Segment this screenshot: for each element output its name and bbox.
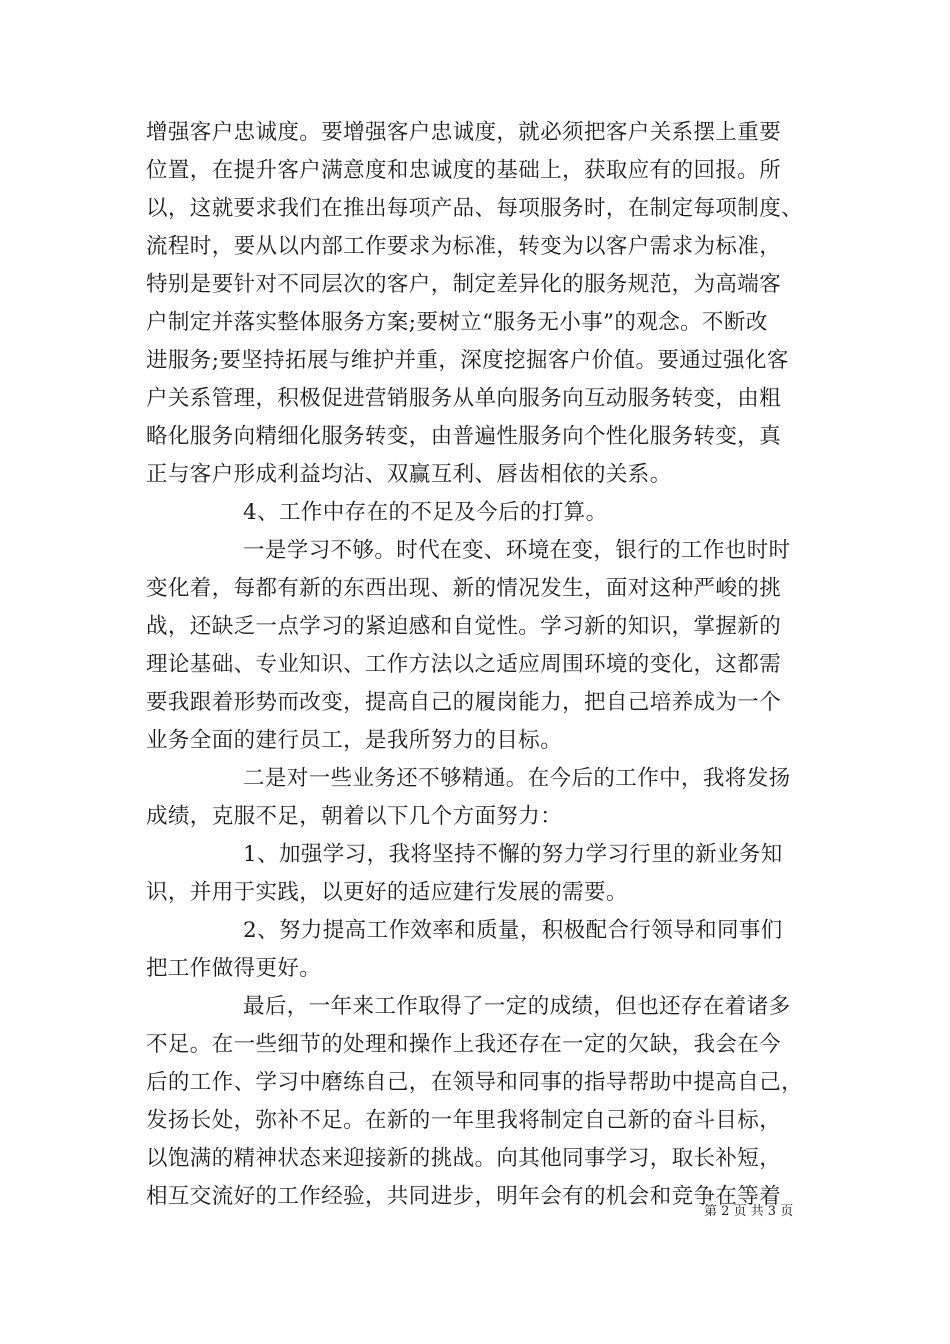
- section-heading: 4、工作中存在的不足及今后的打算。: [243, 500, 608, 525]
- text-line: 理论基础、专业知识、工作方法以之适应周围环境的变化，这都需: [146, 652, 782, 677]
- text-line: 增强客户忠诚度。要增强客户忠诚度，就必须把客户关系摆上重要: [146, 120, 782, 145]
- text-line: 1、加强学习，我将坚持不懈的努力学习行里的新业务知: [243, 842, 783, 867]
- text-line: 变化着，每都有新的东西出现、新的情况发生，面对这种严峻的挑: [146, 576, 782, 601]
- text-line: 业务全面的建行员工，是我所努力的目标。: [146, 728, 563, 753]
- text-line: 相互交流好的工作经验，共同进步，明年会有的机会和竞争在等着: [146, 1184, 782, 1209]
- text-line: 最后，一年来工作取得了一定的成绩，但也还存在着诸多: [243, 994, 791, 1019]
- text-line: 以饱满的精神状态来迎接新的挑战。向其他同事学习，取长补短，: [146, 1146, 782, 1171]
- text-line: 进服务;要坚持拓展与维护并重，深度挖掘客户价值。要通过强化客: [146, 348, 789, 373]
- text-line: 2、努力提高工作效率和质量，积极配合行领导和同事们: [243, 918, 783, 943]
- text-line: 户制定并落实整体服务方案;要树立“服务无小事”的观念。不断改: [146, 310, 768, 335]
- text-line: 流程时，要从以内部工作要求为标准，转变为以客户需求为标准，: [146, 234, 782, 259]
- text-line: 略化服务向精细化服务转变，由普遍性服务向个性化服务转变，真: [146, 424, 782, 449]
- text-line: 识，并用于实践，以更好的适应建行发展的需要。: [146, 880, 628, 905]
- text-line: 一是学习不够。时代在变、环境在变，银行的工作也时时: [243, 538, 791, 563]
- text-line: 位置，在提升客户满意度和忠诚度的基础上，获取应有的回报。所: [146, 158, 782, 183]
- text-line: 二是对一些业务还不够精通。在今后的工作中，我将发扬: [243, 766, 791, 791]
- text-line: 发扬长处，弥补不足。在新的一年里我将制定自己新的奋斗目标，: [146, 1108, 782, 1133]
- text-line: 特别是要针对不同层次的客户，制定差异化的服务规范，为高端客: [146, 272, 782, 297]
- text-line: 把工作做得更好。: [146, 956, 322, 981]
- text-line: 正与客户形成利益均沾、双赢互利、唇齿相依的关系。: [146, 462, 672, 487]
- text-line: 战，还缺乏一点学习的紧迫感和自觉性。学习新的知识，掌握新的: [146, 614, 782, 639]
- text-line: 不足。在一些细节的处理和操作上我还存在一定的欠缺，我会在今: [146, 1032, 782, 1057]
- text-line: 成绩，克服不足，朝着以下几个方面努力：: [146, 804, 563, 829]
- page-number: 第 2 页 共 3 页: [704, 1204, 794, 1219]
- text-line: 以，这就要求我们在推出每项产品、每项服务时，在制定每项制度、: [146, 196, 804, 221]
- text-line: 后的工作、学习中磨练自己，在领导和同事的指导帮助中提高自己，: [146, 1070, 804, 1095]
- text-line: 户关系管理，积极促进营销服务从单向服务向互动服务转变，由粗: [146, 386, 782, 411]
- text-line: 要我跟着形势而改变，提高自己的履岗能力，把自己培养成为一个: [146, 690, 782, 715]
